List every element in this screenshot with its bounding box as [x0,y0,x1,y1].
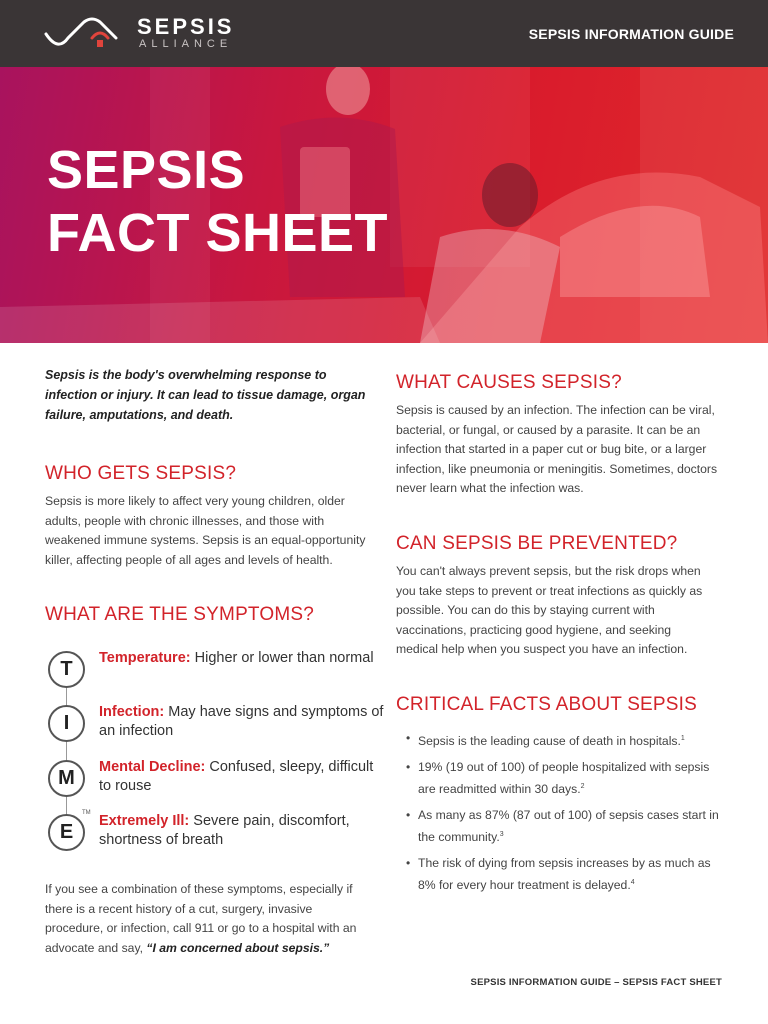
logo-wave-icon [44,16,130,52]
time-label: Extremely Ill: [99,813,190,829]
trademark-mark: TM [82,810,91,816]
fact-item [396,854,726,895]
intro-statement: Sepsis is the body's overwhelming response to infection or injury. It can lead to tissue damage, organ failure, amputations, and death. [45,368,366,422]
page-footer: SEPSIS INFORMATION GUIDE – SEPSIS FACT SHEET [470,977,722,988]
sepsis-alliance-logo[interactable] [44,14,244,56]
facts-heading: CRITICAL FACTS ABOUT SEPSIS [396,694,698,715]
hero-title [47,139,388,265]
time-item-extremely-ill [45,810,385,854]
closing-text [45,880,367,958]
fact-reference: 2 [580,783,585,791]
fact-item [396,806,726,847]
time-label: Temperature: [99,650,191,666]
fact-reference: 4 [630,879,635,887]
time-letter-m: M [48,760,85,797]
time-text-extremely-ill [99,812,384,850]
bullet: • [406,856,411,871]
critical-facts-section [396,693,726,902]
time-letter-t: T [48,651,85,688]
hero-title-line1: SEPSIS [47,140,246,200]
time-text-infection [99,703,384,741]
time-letter-i: I [48,705,85,742]
prevention-body: You can't always prevent sepsis, but the risk drops when you take steps to prevent or treat infections as quickly as possible. You can do this by staying current with vaccinations, practicing good hygiene, and seeking medical help when you suspect you have an infection. [396,564,703,656]
symptoms-section [45,603,385,848]
bullet: • [406,731,411,745]
who-gets-sepsis-section [45,462,375,570]
time-item-mental-decline [45,760,385,800]
hero-banner [0,67,768,343]
time-description: Confused, sleepy, difficult to rouse [99,759,374,794]
time-description: May have signs and symptoms of an infection [99,704,384,739]
fact-item [396,758,726,799]
time-text-temperature [99,649,384,668]
fact-item [396,729,726,751]
fact-reference: 3 [499,831,504,839]
prevention-section [396,532,716,660]
time-letter-e: E [48,814,85,851]
causes-body: Sepsis is caused by an infection. The infection can be viral, bacterial, or fungal, or caused by a parasite. It can be an infection that started in a paper cut or bug bite, or a larger infection, like pneumonia or meningitis. Sometimes, doctors never learn what the infection was. [396,403,718,495]
bullet: • [406,760,411,775]
time-acronym-list [45,651,385,851]
fact-text: The risk of dying from sepsis increases by as much as 8% for every hour treatment is delayed. [418,856,711,893]
time-item-temperature [45,651,385,691]
time-text-mental-decline [99,758,384,796]
fact-reference: 1 [680,735,685,742]
facts-list [396,729,726,895]
closing-body: If you see a combination of these symptoms, especially if there is a recent history of a cut, surgery, invasive procedure, or infection, call 911 or go to a hospital with an advocate and say, [45,882,357,955]
prevention-heading: CAN SEPSIS BE PREVENTED? [396,533,678,554]
fact-text: 19% (19 out of 100) of people hospitalized with sepsis are readmitted within 30 days. [418,760,710,797]
brand-name: SEPSIS [137,14,235,39]
time-item-infection [45,705,385,745]
time-label: Mental Decline: [99,759,206,775]
who-body: Sepsis is more likely to affect very young children, older adults, people with chronic illnesses, and those with weakened immune systems. Sepsis is an equal-opportunity killer, affecting people of all ages and levels of health. [45,494,366,567]
bullet: • [406,808,411,823]
causes-heading: WHAT CAUSES SEPSIS? [396,372,622,393]
symptoms-heading: WHAT ARE THE SYMPTOMS? [45,604,315,625]
who-heading: WHO GETS SEPSIS? [45,463,237,484]
guide-title: SEPSIS INFORMATION GUIDE [528,26,734,42]
time-label: Infection: [99,704,165,720]
left-column [45,365,384,955]
time-description: Severe pain, discomfort, shortness of breath [99,813,350,848]
closing-advice [45,880,367,958]
hero-title-line2: FACT SHEET [47,203,389,263]
header-bar [0,0,768,67]
fact-text: Sepsis is the leading cause of death in hospitals. [418,734,681,749]
causes-section [396,371,726,499]
fact-text: As many as 87% (87 out of 100) of sepsis cases start in the community. [418,808,719,845]
time-description: Higher or lower than normal [190,650,374,666]
closing-quote: “I am concerned about sepsis.” [146,940,330,955]
brand-subtitle: ALLIANCE [139,38,233,50]
